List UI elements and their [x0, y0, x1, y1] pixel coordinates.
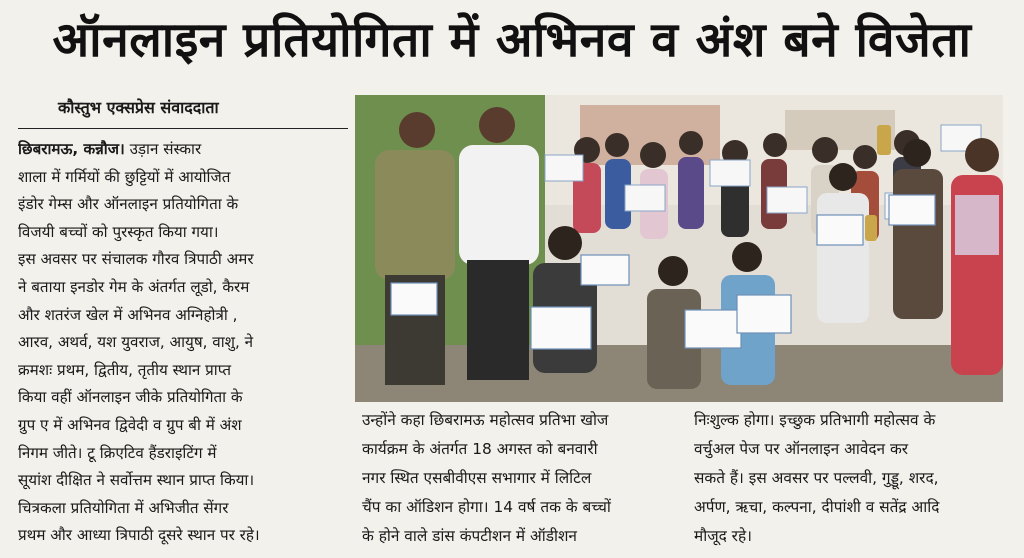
byline: कौस्तुभ एक्सप्रेस संवाददाता: [58, 98, 219, 117]
text-line: के होने वाले डांस कंपटीशन में ऑडीशन: [362, 527, 577, 545]
article-column-1: [18, 136, 348, 550]
byline-rule: [18, 128, 348, 129]
text-line: नगर स्थित एसबीवीएस सभागार में लिटिल: [362, 469, 592, 487]
text-line: अर्पण, ऋचा, कल्पना, दीपांशी व सतेंद्र आदि: [694, 498, 940, 516]
article-column-2: [362, 406, 680, 551]
text-line: प्रथम और आध्या त्रिपाठी दूसरे स्थान पर रहे।: [18, 526, 260, 545]
text-line: इस अवसर पर संचालक गौरव त्रिपाठी अमर: [18, 250, 254, 269]
text-line: चैंप का ऑडिशन होगा। 14 वर्ष तक के बच्चों: [362, 498, 611, 516]
text-line: ग्रुप ए में अभिनव द्विवेदी व ग्रुप बी में अंश: [18, 415, 242, 434]
text-line: वर्चुअल पेज पर ऑनलाइन आवेदन कर: [694, 440, 909, 458]
headline: ऑनलाइन प्रतियोगिता में अभिनव व अंश बने विजेता: [52, 12, 972, 68]
dateline: छिबरामऊ, कन्नौज।: [18, 140, 125, 158]
text-line: सकते हैं। इस अवसर पर पल्लवी, गुड्डू, शरद,: [694, 469, 939, 487]
text-line: सूयांश दीक्षित ने सर्वोत्तम स्थान प्राप्त किया।: [18, 471, 255, 490]
text-line: शाला में गर्मियों की छुट्टियों में आयोजित: [18, 167, 231, 186]
text-line: उन्होंने कहा छिबरामऊ महोत्सव प्रतिभा खोज: [362, 411, 609, 429]
text-line: किया वहीं ऑनलाइन जीके प्रतियोगिता के: [18, 388, 243, 407]
text-line: कार्यक्रम के अंतर्गत 18 अगस्त को बनवारी: [362, 440, 598, 458]
text-line: और शतरंज खेल में अभिनव अग्निहोत्री ,: [18, 305, 238, 324]
text-line: क्रमशः प्रथम, द्वितीय, तृतीय स्थान प्राप्त: [18, 360, 232, 379]
text-line: विजयी बच्चों को पुरस्कृत किया गया।: [18, 222, 219, 241]
text-line: ने बताया इनडोर गेम के अंतर्गत लूडो, कैरम: [18, 277, 250, 296]
text-line: छिबरामऊ, कन्नौज। उड़ान संस्कार: [18, 140, 202, 158]
text-line: चित्रकला प्रतियोगिता में अभिजीत सेंगर: [18, 498, 229, 517]
text-line: निःशुल्क होगा। इच्छुक प्रतिभागी महोत्सव के: [694, 411, 936, 429]
text-line: निगम जीते। टू क्रिएटिव हैंडराइटिंग में: [18, 443, 217, 462]
text-line: इंडोर गेम्स और ऑनलाइन प्रतियोगिता के: [18, 195, 239, 214]
text-line: आरव, अथर्व, यश युवराज, आयुष, वाशु, ने: [18, 333, 254, 352]
text-line: मौजूद रहे।: [694, 527, 752, 545]
group-photo: [355, 95, 1003, 402]
article-column-3: [694, 406, 1010, 551]
